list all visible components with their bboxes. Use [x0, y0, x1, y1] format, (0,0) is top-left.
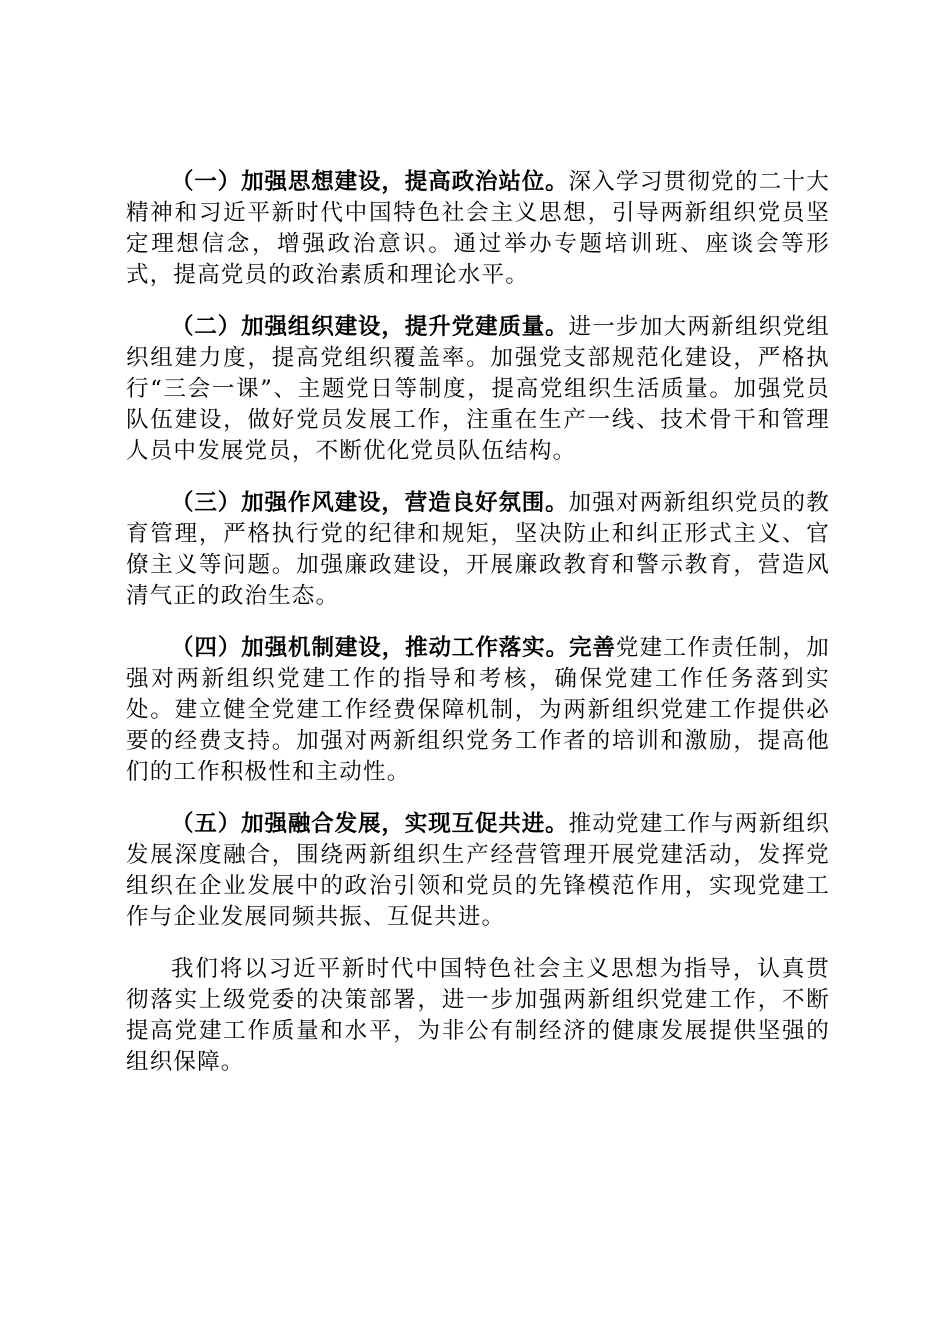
closing-paragraph: 我们将以习近平新时代中国特色社会主义思想为指导，认真贯彻落实上级党委的决策部署，进一步加强两新组织党建工作，不断提高党建工作质量和水平，为非公有制经济的健康发展提供坚强的组织保障。	[126, 956, 830, 1075]
section-heading-4: （四）加强机制建设，推动工作落实。完善	[171, 635, 616, 661]
section-paragraph-2	[126, 312, 830, 467]
section-text-1: 深入学习贯彻党的二十大精神和习近平新时代中国特色社会主义思想，引导两新组织党员坚定理想信念，增强政治意识。通过举办专题培训班、座谈会等形式，提高党员的政治素质和理论水平。	[126, 169, 830, 288]
section-heading-3: （三）加强作风建设，营造良好氛围。	[171, 490, 569, 516]
document-body	[126, 167, 830, 1099]
section-text-4: 党建工作责任制，加强对两新组织党建工作的指导和考核，确保党建工作任务落到实处。建立健全党建工作经费保障机制，为两新组织党建工作提供必要的经费支持。加强对两新组织党务工作者的培训和激励，提高他们的工作积极性和主动性。	[126, 635, 830, 785]
section-heading-5: （五）加强融合发展，实现互促共进。	[171, 811, 569, 837]
section-heading-1: （一）加强思想建设，提高政治站位。	[171, 169, 569, 195]
section-paragraph-3	[126, 488, 830, 612]
section-text-2: 进一步加大两新组织党组织组建力度，提高党组织覆盖率。加强党支部规范化建设，严格执行“三会一课”、主题党日等制度，提高党组织生活质量。加强党员队伍建设，做好党员发展工作，注重在生产一线、技术骨干和管理人员中发展党员，不断优化党员队伍结构。	[126, 314, 830, 464]
section-heading-2: （二）加强组织建设，提升党建质量。	[171, 314, 569, 340]
section-paragraph-4	[126, 633, 830, 788]
section-paragraph-1	[126, 167, 830, 291]
section-text-3: 加强对两新组织党员的教育管理，严格执行党的纪律和规矩，坚决防止和纠正形式主义、官僚主义等问题。加强廉政建设，开展廉政教育和警示教育，营造风清气正的政治生态。	[126, 490, 830, 609]
section-text-5: 推动党建工作与两新组织发展深度融合，围绕两新组织生产经营管理开展党建活动，发挥党组织在企业发展中的政治引领和党员的先锋模范作用，实现党建工作与企业发展同频共振、互促共进。	[126, 811, 830, 930]
section-paragraph-5	[126, 809, 830, 933]
